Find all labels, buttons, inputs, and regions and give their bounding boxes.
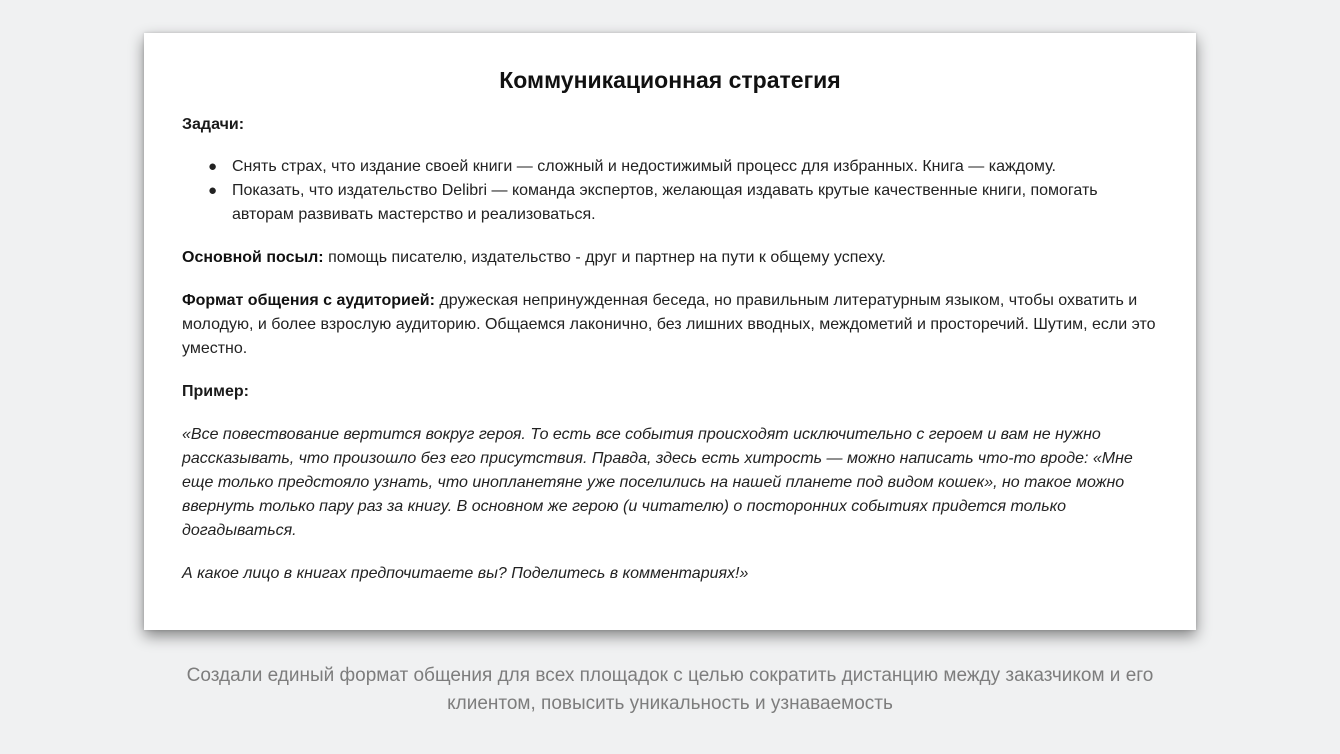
task-text: Показать, что издательство Delibri — команда экспертов, желающая издавать крутые качественные книги, помогать авторам развивать мастерство и реализоваться. bbox=[232, 182, 1098, 223]
communication-format-label: Формат общения с аудиторией: bbox=[182, 292, 435, 309]
main-message bbox=[182, 246, 1158, 270]
caption-text: Создали единый формат общения для всех площадок с целью сократить дистанцию между заказчиком и его клиентом, повысить уникальность и узнаваемость bbox=[186, 665, 1154, 714]
communication-format-text: дружеская непринужденная беседа, но правильным литературным языком, чтобы охватить и молодую, и более взрослую аудиторию. Общаемся лаконично, без лишних вводных, междометий и просторечий. Шутим, если это уместно. bbox=[182, 292, 1156, 357]
list-item bbox=[208, 155, 1158, 179]
example-quote: «Все повествование вертится вокруг героя. То есть все события происходят исключительно с героем и вам не нужно рассказывать, что произошло без его присутствия. Правда, здесь есть хитрость — можно написать что-то вроде: «Мне еще только предстояло узнать, что инопланетяне уже поселились на нашей планете под видом кошек», но такое можно ввернуть только пару раз за книгу. В основном же герою (и читателю) о посторонних событиях придется только догадываться. bbox=[182, 426, 1133, 539]
list-item bbox=[208, 179, 1158, 227]
document-title: Коммуникационная стратегия bbox=[499, 67, 841, 93]
example-label: Пример: bbox=[182, 383, 249, 400]
main-message-label: Основной посыл: bbox=[182, 249, 324, 266]
example-question: А какое лицо в книгах предпочитаете вы? Поделитесь в комментариях!» bbox=[182, 565, 749, 582]
document-card bbox=[144, 33, 1196, 630]
bullet-icon: ● bbox=[208, 182, 218, 199]
communication-format bbox=[182, 289, 1158, 361]
bullet-icon: ● bbox=[208, 158, 218, 175]
tasks-list bbox=[182, 155, 1158, 227]
tasks-label: Задачи: bbox=[182, 116, 245, 133]
task-text: Снять страх, что издание своей книги — сложный и недостижимый процесс для избранных. Книга — каждому. bbox=[232, 158, 1056, 175]
main-message-text: помощь писателю, издательство - друг и партнер на пути к общему успеху. bbox=[323, 249, 886, 266]
